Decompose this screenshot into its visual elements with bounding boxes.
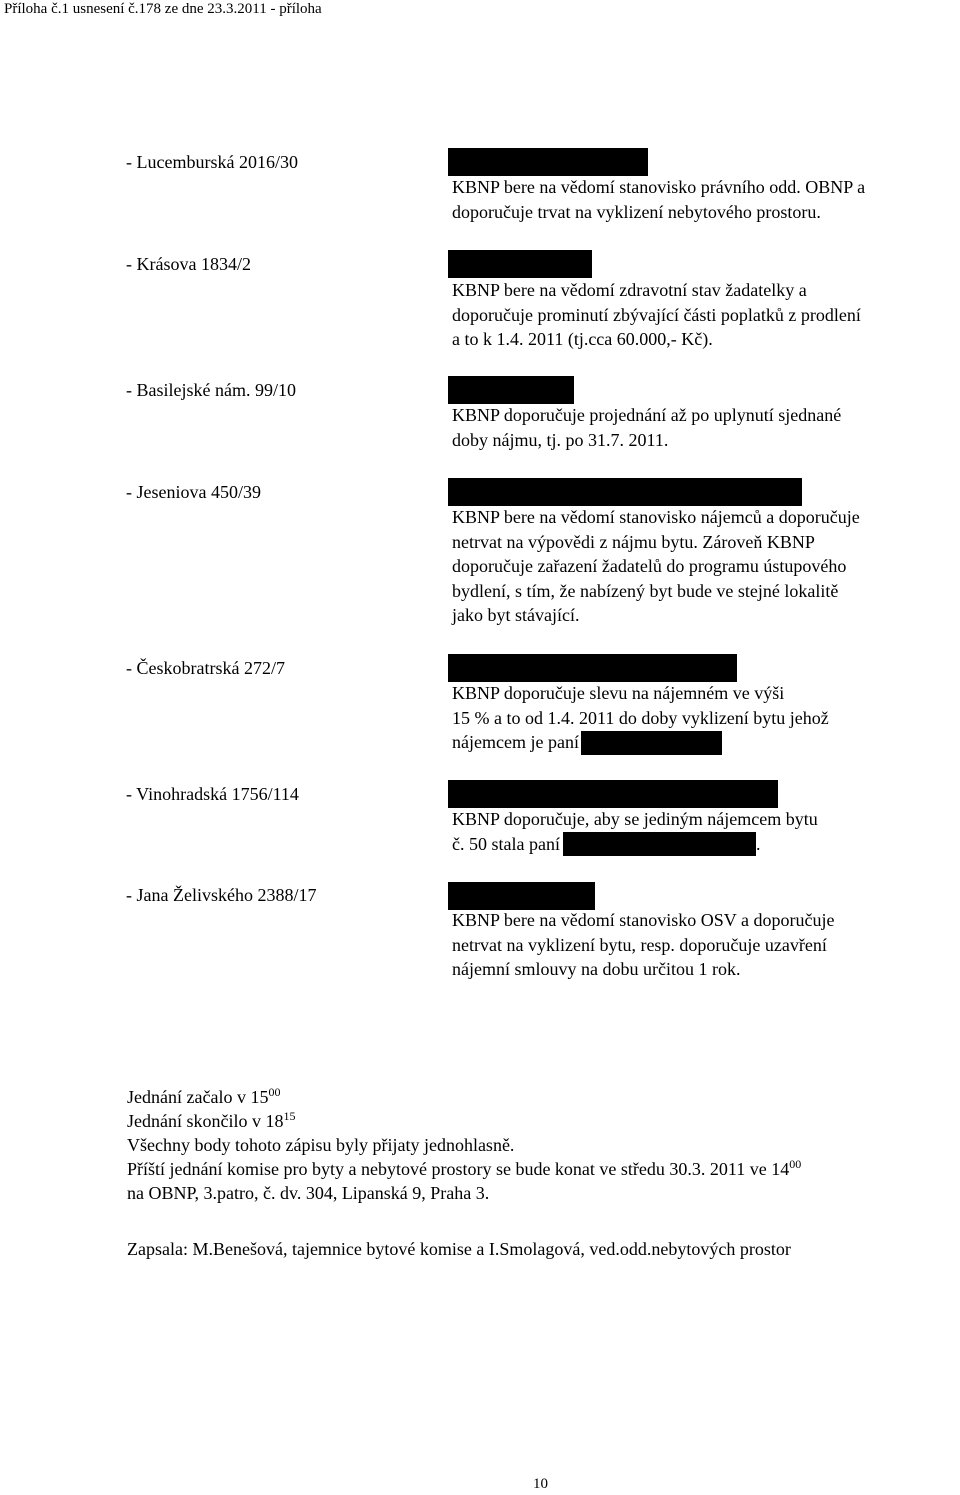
- meeting-footer: [127, 1085, 801, 1205]
- meeting-end: Jednání skončilo v $18^{15}$: [127, 1109, 296, 1131]
- address-ceskobratrska: - Českobratrská 272/7: [126, 658, 285, 678]
- redacted-name: [448, 376, 574, 404]
- text-line: doporučuje prominutí zbývající části poplatků z prodlení: [452, 304, 861, 325]
- text-fragment: .: [755, 833, 761, 854]
- text-line: doporučuje zařazení žadatelů do programu ústupového: [452, 556, 847, 576]
- item-text-jana-zelivskeho: [452, 908, 834, 982]
- text-line: doporučuje trvat na vyklizení nebytového prostoru.: [452, 201, 821, 222]
- address-jana-zelivskeho: - Jana Želivského 2388/17: [126, 885, 317, 905]
- text-fragment: č. 50 stala paní: [452, 833, 560, 854]
- redacted-name: [448, 148, 648, 176]
- redacted-name: [448, 250, 592, 278]
- item-text-basilejske: [452, 403, 841, 452]
- text-line: nájemní smlouvy na dobu určitou 1 rok.: [452, 959, 741, 979]
- text-fragment: nájemcem je paní: [452, 732, 579, 752]
- next-meeting: Příští jednání komise pro byty a nebytové prostory se bude konat ve středu 30.3. 2011 ve $14^{00}$: [127, 1157, 802, 1179]
- text-line: netrvat na výpovědi z nájmu bytu. Zároveň KBNP: [452, 531, 815, 552]
- text-line: doby nájmu, tj. po 31.7. 2011.: [452, 429, 669, 450]
- item-text-ceskobratrska: [452, 681, 829, 755]
- item-text-krasova: [452, 278, 861, 352]
- meeting-start: Jednání začalo v $15^{00}$: [127, 1085, 281, 1107]
- text-line: KBNP bere na vědomí stanovisko právního odd. OBNP a: [452, 177, 866, 197]
- next-meeting-location: na OBNP, 3.patro, č. dv. 304, Lipanská 9, Praha 3.: [127, 1183, 490, 1203]
- text-line: KBNP bere na vědomí zdravotní stav žadatelky a: [452, 280, 807, 300]
- item-text-vinohradska: [452, 807, 818, 856]
- text-line: KBNP bere na vědomí stanovisko nájemců a doporučuje: [452, 507, 860, 527]
- address-basilejske: - Basilejské nám. 99/10: [126, 380, 296, 400]
- text-line: KBNP doporučuje projednání až po uplynutí sjednané: [452, 405, 842, 425]
- text-line: a to k 1.4. 2011 (tj.cca 60.000,- Kč).: [452, 329, 713, 349]
- text-line: [452, 832, 818, 857]
- item-text-lucemburska: [452, 175, 865, 224]
- item-text-jeseniova: [452, 505, 860, 628]
- text-line: KBNP doporučuje, aby se jediným nájemcem bytu: [452, 809, 818, 829]
- text-line: [452, 730, 829, 755]
- document-header: Příloha č.1 usnesení č.178 ze dne 23.3.2011 - příloha: [4, 1, 322, 17]
- address-jeseniova: - Jeseniova 450/39: [126, 482, 261, 502]
- text-line: jako byt stávající.: [452, 605, 580, 625]
- address-lucemburska: - Lucemburská 2016/30: [126, 152, 298, 172]
- text-line: KBNP doporučuje slevu na nájemném ve výši: [452, 683, 785, 703]
- recorded-by: Zapsala: M.Benešová, tajemnice bytové komise a I.Smolagová, ved.odd.nebytových prostor: [127, 1239, 791, 1259]
- redacted-name: [448, 780, 778, 808]
- redacted-name: [563, 832, 756, 856]
- text-line: KBNP bere na vědomí stanovisko OSV a doporučuje: [452, 910, 835, 930]
- redacted-name: [448, 654, 737, 682]
- redacted-name: [581, 731, 722, 755]
- address-krasova: - Krásova 1834/2: [126, 254, 251, 274]
- page-number: 10: [533, 1476, 548, 1492]
- approval-note: Všechny body tohoto zápisu byly přijaty jednohlasně.: [127, 1135, 515, 1155]
- address-vinohradska: - Vinohradská 1756/114: [126, 784, 299, 804]
- redacted-name: [448, 478, 802, 506]
- text-line: 15 % a to od 1.4. 2011 do doby vyklizení bytu jehož: [452, 707, 829, 728]
- text-line: bydlení, s tím, že nabízený byt bude ve stejné lokalitě: [452, 580, 839, 601]
- text-line: netrvat na vyklizení bytu, resp. doporučuje uzavření: [452, 934, 827, 955]
- redacted-name: [448, 882, 595, 910]
